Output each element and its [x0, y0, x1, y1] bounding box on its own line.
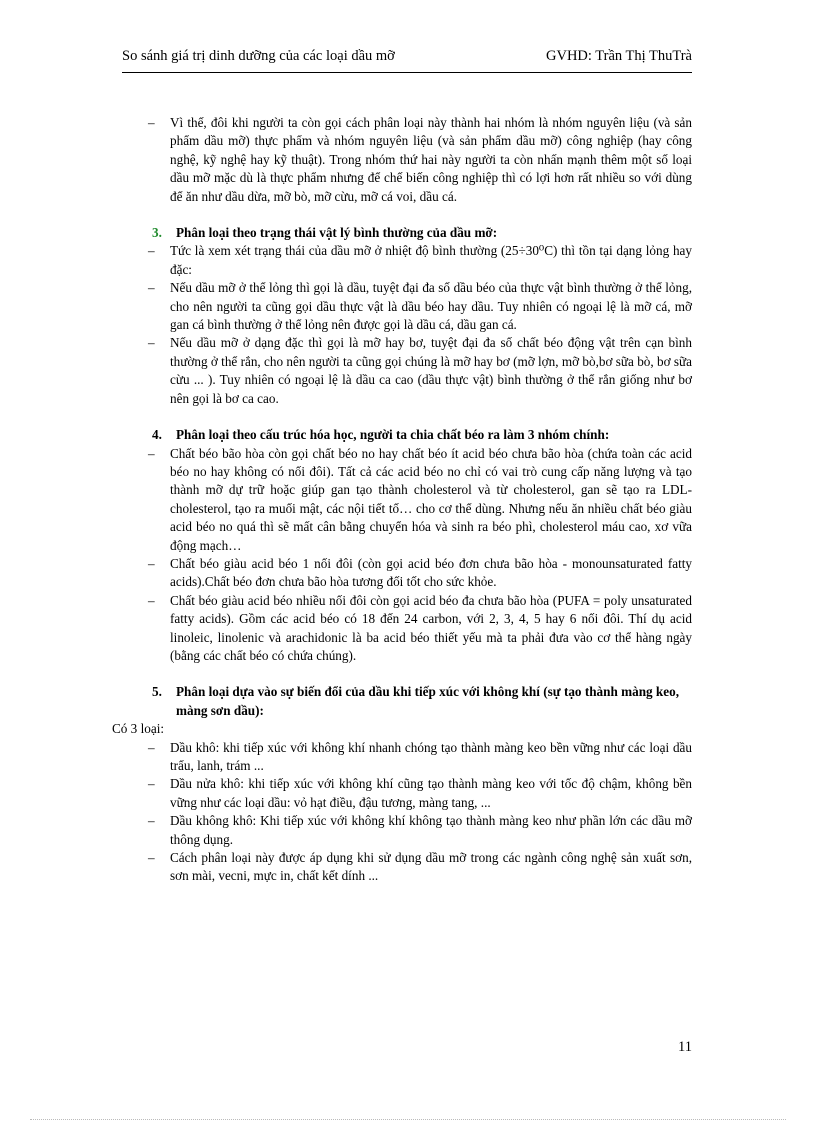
dash-marker: –	[148, 115, 155, 130]
section-4-title: Phân loại theo cấu trúc hóa học, người ta chia chất béo ra làm 3 nhóm chính:	[176, 427, 610, 443]
list-item-text: Nếu dầu mỡ ở dạng đặc thì gọi là mỡ hay bơ, tuyệt đại đa số chất béo động vật trên cạn bình thường ở thể rắn, cho nên người ta cũng gọi chúng là mỡ hay bơ (mỡ lợn, mỡ bò,bơ sữa bò, bơ sữa cừu ... ). Tuy nhiên có ngoại lệ là dầu ca cao (dầu thực vật) bình thường ở thể rắn giống như bơ nên gọi là bơ ca cao.	[170, 335, 692, 406]
dash-marker: –	[148, 243, 155, 259]
section-4-heading	[122, 426, 692, 444]
dash-marker: –	[148, 850, 155, 866]
header-title: So sánh giá trị dinh dưỡng của các loại dầu mỡ	[122, 48, 395, 64]
list-item-text: Cách phân loại này được áp dụng khi sử dụng dầu mỡ trong các ngành công nghệ sản xuất sơn, sơn mài, vecni, mực in, chất kết dính ...	[170, 850, 692, 884]
page-bottom-border	[30, 1119, 786, 1120]
list-item	[122, 775, 692, 812]
dash-marker: –	[148, 280, 155, 296]
intro-text: Vì thế, đôi khi người ta còn gọi cách phân loại này thành hai nhóm là nhóm nguyên liệu (và sản phẩm dầu mỡ) thực phẩm và nhóm nguyên liệu (và sản phẩm dầu mỡ) công nghiệp (hay công nghệ, kỹ nghệ hay kỹ thuật). Trong nhóm thứ hai này người ta còn nhấn mạnh thêm một số loại dầu mỡ mặc dù là thực phẩm nhưng để chế biến công nghiệp thì có lợi hơn rất nhiều so với dùng để ăn như dầu dừa, mỡ bò, mỡ cừu, mỡ cá voi, dầu cá.	[170, 115, 692, 204]
list-item	[122, 739, 692, 776]
page-number: 11	[678, 1039, 692, 1055]
section-3-title: Phân loại theo trạng thái vật lý bình thường của dầu mỡ:	[176, 225, 498, 241]
dash-marker: –	[148, 813, 155, 829]
list-item-text: Dầu khô: khi tiếp xúc với không khí nhanh chóng tạo thành màng keo bền vững như các loại dầu trẩu, lanh, trám ...	[170, 739, 692, 773]
header-divider	[122, 72, 692, 73]
section-5-heading	[122, 683, 692, 720]
header-instructor: GVHD: Trần Thị ThuTrà	[546, 48, 692, 64]
list-item	[122, 445, 692, 555]
dash-marker: –	[148, 445, 155, 461]
page-header	[122, 48, 692, 70]
list-item-text: Chất béo giàu acid béo nhiều nối đôi còn gọi acid béo đa chưa bão hòa (PUFA = poly unsaturated fatty acids). Gồm các acid béo có 18 đến 24 carbon, với 2, 3, 4, 5 hay 6 nối đôi. Thí dụ acid linoleic, linolenic và arachidonic là ba acid béo thiết yếu mà ta phải đưa vào cơ thể hàng ngày (bằng các chất béo có chứa chúng).	[170, 592, 692, 663]
dash-marker: –	[148, 335, 155, 351]
section-5-number: 5.	[152, 684, 162, 700]
list-item-text: Nếu dầu mỡ ở thể lỏng thì gọi là dầu, tuyệt đại đa số dầu béo của thực vật bình thường ở thể lỏng, cho nên người ta cũng gọi dầu thực vật là dầu béo hay dầu. Tuy nhiên có ngoại lệ là mỡ cá, mỡ gan cá bình thường ở thể lỏng nên được gọi là dầu cá, dầu gan cá.	[170, 280, 692, 333]
list-item	[122, 279, 692, 334]
section-4-number: 4.	[152, 427, 162, 443]
dash-marker: –	[148, 739, 155, 755]
list-item-text: Chất béo bão hòa còn gọi chất béo no hay chất béo ít acid béo chưa bão hòa (chứa toàn các acid béo no hay không có nối đôi). Tất cả các acid béo no chỉ có vai trò cung cấp năng lượng và tạo thành mỡ dự trữ hoặc giúp gan tạo thành cholesterol và từ cholesterol, gan sẽ tạo ra LDL-cholesterol, tạo ra muối mật, các nội tiết tố… cho cơ thể dùng. Nhưng nếu ăn nhiều chất béo giàu acid béo no quá thì sẽ mất cân bằng chuyển hóa và sinh ra béo phì, cholesterol máu cao, xơ vữa động mạch…	[170, 445, 692, 553]
list-item	[122, 242, 692, 279]
intro-item	[122, 114, 692, 206]
list-item	[122, 555, 692, 592]
section-3-number: 3.	[152, 225, 162, 241]
list-item	[122, 592, 692, 666]
list-item	[122, 812, 692, 849]
list-item	[122, 334, 692, 408]
list-item	[122, 849, 692, 886]
list-item-text: Chất béo giàu acid béo 1 nối đôi (còn gọi acid béo đơn chưa bão hòa - monounsaturated fatty acids).Chất béo đơn chưa bão hòa tương đối tốt cho sức khỏe.	[170, 555, 692, 590]
list-item-text: Dầu không khô: Khi tiếp xúc với không khí không tạo thành màng keo như phần lớn các dầu mỡ thông dụng.	[170, 813, 692, 847]
dash-marker: –	[148, 776, 155, 792]
list-item-text: Dầu nửa khô: khi tiếp xúc với không khí cũng tạo thành màng keo với tốc độ chậm, không bền vững như các loại dầu: vỏ hạt điều, đậu tương, màng tang, ...	[170, 776, 692, 810]
section-5-title: Phân loại dựa vào sự biến đổi của dầu khi tiếp xúc với không khí (sự tạo thành màng keo, màng sơn dầu):	[176, 684, 679, 718]
section-5-lead: Có 3 loại:	[112, 721, 165, 737]
page-content	[112, 114, 692, 886]
section-3-heading	[122, 224, 692, 242]
list-item-text: Tức là xem xét trạng thái của dầu mỡ ở nhiệt độ bình thường (25÷30⁰C) thì tồn tại dạng lỏng hay đặc:	[170, 243, 692, 277]
dash-marker: –	[148, 555, 155, 571]
dash-marker: –	[148, 592, 155, 608]
